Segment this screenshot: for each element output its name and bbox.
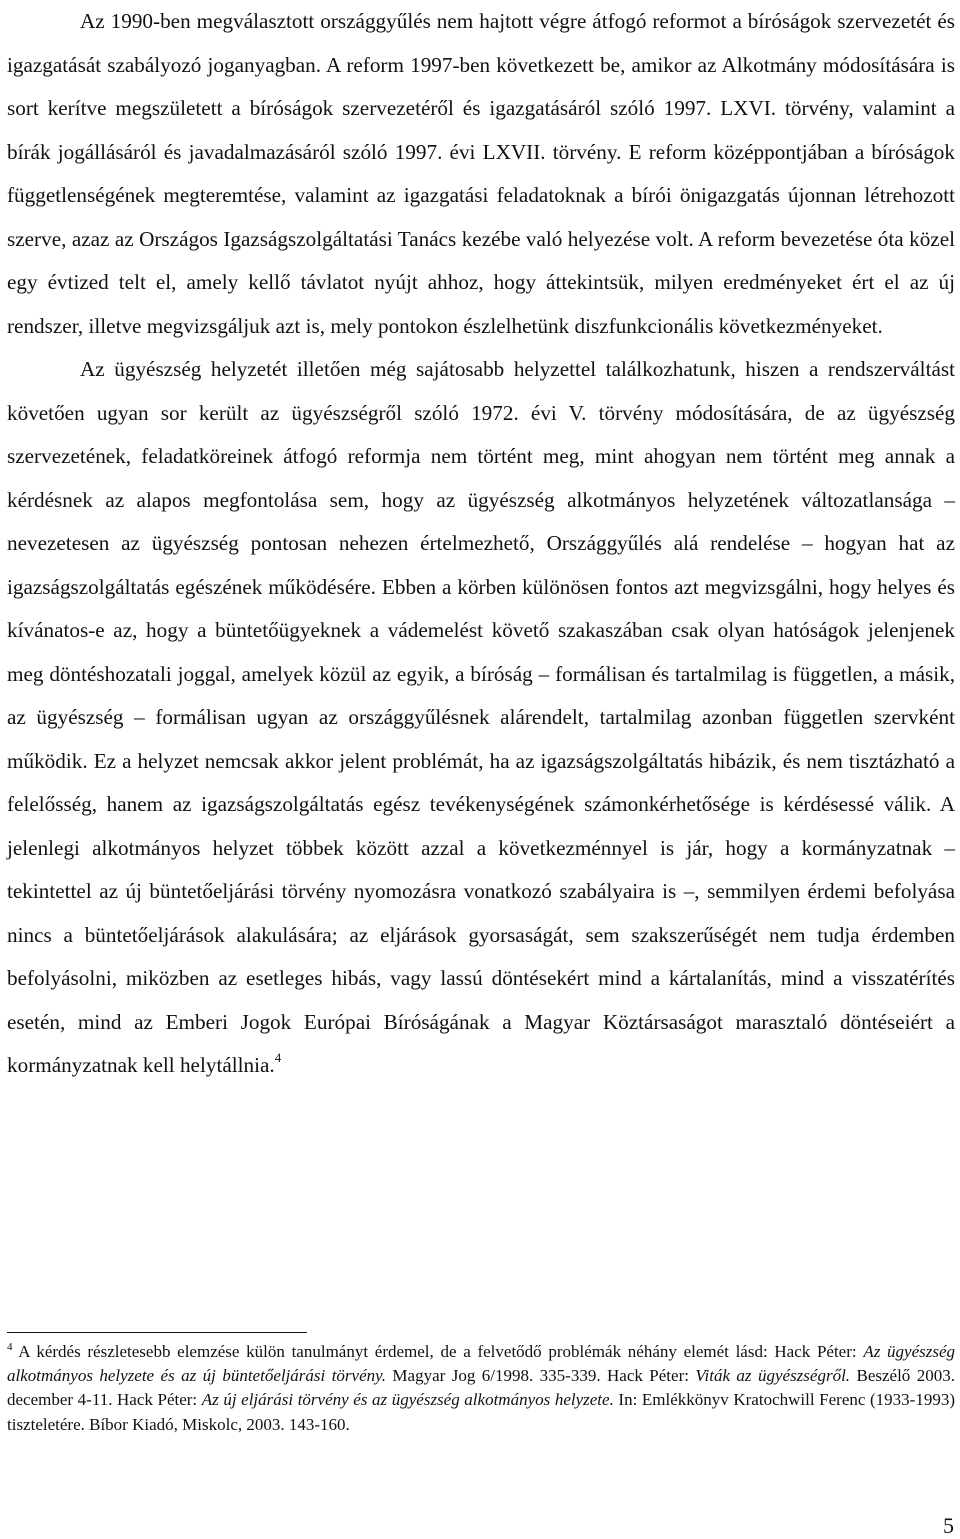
document-page xyxy=(7,0,955,1088)
footnote-text-2: Magyar Jog 6/1998. 335-339. Hack Péter: xyxy=(385,1366,696,1386)
footnote-title-1: Az ügyészség alkotmányos helyzete és az új büntetőeljárási törvény. xyxy=(7,1342,956,1386)
footnote-title-3: Az új eljárási törvény és az ügyészség alkotmányos helyzete. xyxy=(201,1390,614,1410)
body-paragraph-2-text: Az ügyészség helyzetét illetően még sajátosabb helyzettel találkozhatunk, hiszen a rendszerváltást követően ugyan sor került az ügyészségről szóló 1972. évi V. törvény módosítására, de az ügyészség szervezetének, feladatköreinek átfogó reformja nem történt meg, mint ahogyan nem történt meg annak a kérdésnek az alapos megfontolása sem, hogy az ügyészség alkotmányos helyzetének változatlansága – nevezetesen az ügyészség pontosan nehezen értelmezhető, Országgyűlés alá rendelése – hogyan hat az igazságszolgáltatás egészének működésére. Ebben a körben különösen fontos azt megvizsgálni, hogy helyes és kívánatos-e az, hogy a büntetőügyeknek a vádemelést követő szakaszában csak olyan hatóságok jelenjenek meg döntéshozatali joggal, amelyek közül az egyik, a bíróság – formálisan és tartalmilag is független, a másik, az ügyészség – formálisan ugyan az országgyűlésnek alárendelt, tartalmilag azonban független szervként működik. Ez a helyzet nemcsak akkor jelent problémát, ha az igazságszolgáltatás hibázik, és nem tisztázható a felelősség, hanem az igazságszolgáltatás egész tevékenységének számonkérhetősége is kérdésessé válik. A jelenlegi alkotmányos helyzet többek között azzal a következménnyel is jár, hogy a kormányzatnak – tekintettel az új büntetőeljárási törvény nyomozásra vonatkozó szabályaira is –, semmilyen érdemi befolyása nincs a büntetőeljárások alakulására; az eljárások gyorsaságát, sem szakszerűségét nem tudja érdemben befolyásolni, miközben az esetleges hibás, vagy lassú döntésekért mind a kártalanítás, mind a visszatérítés esetén, mind az Emberi Jogok Európai Bíróságának a Magyar Köztársaságot marasztaló döntéseiért a kormányzatnak kell helytállnia. xyxy=(7,357,955,1077)
page-number: 5 xyxy=(943,1513,954,1538)
footnote-title-2: Viták az ügyészségről. xyxy=(695,1366,851,1386)
footnote-number: 4 xyxy=(7,1341,13,1353)
footnote-text-4: In: Emlékkönyv Kratochwill Ferenc (1933-1993) tiszteletére. Bíbor Kiadó, Miskolc, 2003. 143-160. xyxy=(7,1390,955,1434)
footnote-text-1: A kérdés részletesebb elemzése külön tanulmányt érdemel, de a felvetődő problémák néhány elemét lásd: Hack Péter: xyxy=(18,1342,864,1361)
footnote xyxy=(7,1340,955,1437)
footnote-separator xyxy=(7,1332,307,1333)
footnote-text-3: Beszélő 2003. december 4-11. Hack Péter: xyxy=(7,1366,955,1410)
footnote-reference[interactable]: 4 xyxy=(274,1050,282,1065)
body-paragraph-1: Az 1990-ben megválasztott országgyűlés nem hajtott végre átfogó reformot a bíróságok szervezetét és igazgatását szabályozó joganyagban. A reform 1997-ben következett be, amikor az Alkotmány módosítására is sort kerítve megszületett a bíróságok szervezetéről és igazgatásáról szóló 1997. LXVI. törvény, valamint a bírák jogállásáról és javadalmazásáról szóló 1997. évi LXVII. törvény. E reform középpontjában a bíróságok függetlenségének megteremtése, valamint az igazgatási feladatoknak a bírói önigazgatás újonnan létrehozott szerve, azaz az Országos Igazságszolgáltatási Tanács kezébe való helyezése volt. A reform bevezetése óta közel egy évtized telt el, amely kellő távlatot nyújt ahhoz, hogy áttekintsük, milyen eredményeket ért el az új rendszer, illetve megvizsgáljuk azt is, mely pontokon észlelhetünk diszfunkcionális következményeket. xyxy=(7,9,955,338)
body-paragraph-2 xyxy=(7,348,955,1088)
